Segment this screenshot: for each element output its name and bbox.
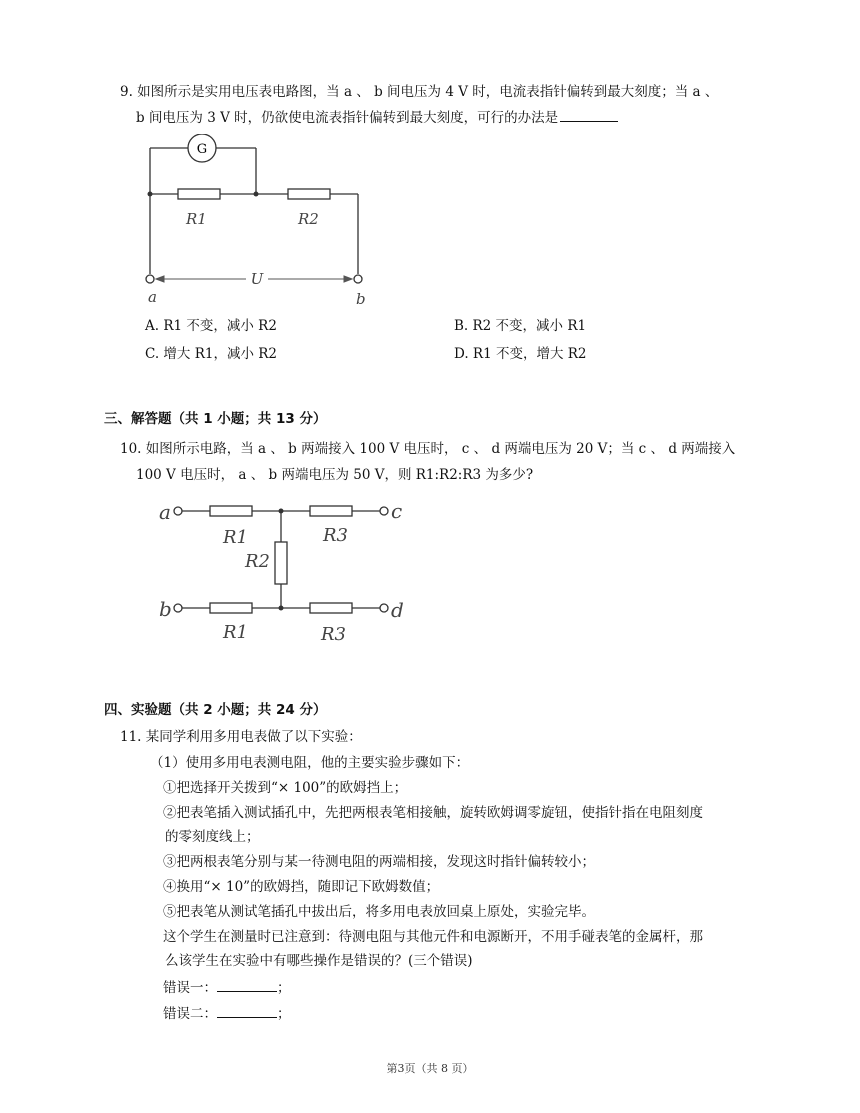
q10-line2: 100 V 电压时， a 、 b 两端电压为 50 V，则 R1:R2:R3 为多少? xyxy=(136,467,534,483)
label-r2: R2 xyxy=(298,210,319,228)
q11-step2b: 的零刻度线上； xyxy=(165,829,260,845)
terminal-a xyxy=(146,275,154,283)
q9-circuit-diagram xyxy=(138,134,378,309)
resistor-r1-top xyxy=(210,506,252,516)
q11-error2-blank[interactable] xyxy=(217,1003,277,1018)
resistor-r3-top xyxy=(310,506,352,516)
q11-step3: ③把两根表笔分别与某一待测电阻的两端相接，发现这时指针偏转较小； xyxy=(163,854,595,870)
label-u: U xyxy=(250,270,264,288)
label-a: a xyxy=(159,500,171,524)
q9-answer-blank[interactable] xyxy=(560,107,618,122)
label-r2: R2 xyxy=(245,551,271,572)
section-4-heading: 四、实验题（共 2 小题；共 24 分） xyxy=(104,702,327,718)
q11-error1-label: 错误一： xyxy=(163,980,217,996)
label-r1-top: R1 xyxy=(223,527,249,548)
junction-dot xyxy=(254,192,259,197)
resistor-r2 xyxy=(275,542,287,584)
junction-dot xyxy=(148,192,153,197)
label-r3-top: R3 xyxy=(323,525,349,546)
q11-note2: 么该学生在实验中有哪些操作是错误的？(三个错误) xyxy=(165,953,473,969)
label-c: c xyxy=(391,499,403,523)
q9-line1: 9. 如图所示是实用电压表电路图，当 a 、 b 间电压为 4 V 时，电流表指针偏转到最大刻度；当 a 、 xyxy=(120,84,719,100)
q11-step5: ⑤把表笔从测试笔插孔中拔出后，将多用电表放回桌上原处，实验完毕。 xyxy=(163,904,595,920)
label-b: b xyxy=(356,290,366,308)
terminal-b xyxy=(354,275,362,283)
q9-option-a[interactable]: A. R1 不变，减小 R2 xyxy=(145,318,277,334)
terminal-d xyxy=(380,604,388,612)
q9-option-d[interactable]: D. R1 不变，增大 R2 xyxy=(454,346,587,362)
q11-error2-label: 错误二： xyxy=(163,1006,217,1022)
resistor-r1 xyxy=(178,189,220,199)
galvanometer-label: G xyxy=(196,142,208,157)
q11-step2a: ②把表笔插入测试插孔中，先把两根表笔相接触，旋转欧姆调零旋钮，使指针指在电阻刻度 xyxy=(163,805,703,821)
page-footer: 第3页（共 8 页） xyxy=(386,1062,474,1075)
q11-step1: ①把选择开关拨到“× 100”的欧姆挡上； xyxy=(163,780,408,796)
q11-note1: 这个学生在测量时已注意到：待测电阻与其他元件和电源断开，不用手碰表笔的金属杆，那 xyxy=(163,929,703,945)
q11-part1: （1）使用多用电表测电阻，他的主要实验步骤如下： xyxy=(150,755,470,771)
label-r3-bottom: R3 xyxy=(321,624,347,645)
terminal-a xyxy=(174,507,182,515)
q11-error1-blank[interactable] xyxy=(217,977,277,992)
q11-error2-semicolon: ； xyxy=(277,1006,291,1022)
q10-line1: 10. 如图所示电路，当 a 、 b 两端接入 100 V 电压时， c 、 d 两端电压为 20 V；当 c 、 d 两端接入 xyxy=(120,441,736,457)
q11-error1-semicolon: ； xyxy=(277,980,291,996)
label-r1-bottom: R1 xyxy=(223,622,249,643)
terminal-b xyxy=(174,604,182,612)
q11-intro: 11. 某同学利用多用电表做了以下实验： xyxy=(120,729,362,745)
q9-option-b[interactable]: B. R2 不变，减小 R1 xyxy=(454,318,587,334)
q10-circuit-diagram xyxy=(155,495,415,655)
q9-option-c[interactable]: C. 增大 R1，减小 R2 xyxy=(145,346,278,362)
q9-line2-text: b 间电压为 3 V 时，仍欲使电流表指针偏转到最大刻度，可行的办法是 xyxy=(136,110,559,126)
section-3-heading: 三、解答题（共 1 小题；共 13 分） xyxy=(104,411,327,427)
resistor-r3-bottom xyxy=(310,603,352,613)
label-a: a xyxy=(148,288,157,306)
q11-error2 xyxy=(163,1003,291,1024)
label-b: b xyxy=(159,597,172,621)
terminal-c xyxy=(380,507,388,515)
label-d: d xyxy=(391,598,404,622)
resistor-r2 xyxy=(288,189,330,199)
junction-dot xyxy=(279,606,284,611)
q11-step4: ④换用“× 10”的欧姆挡，随即记下欧姆数值； xyxy=(163,879,440,895)
junction-dot xyxy=(279,509,284,514)
q11-error1 xyxy=(163,977,291,998)
label-r1: R1 xyxy=(186,210,207,228)
resistor-r1-bottom xyxy=(210,603,252,613)
q9-line2 xyxy=(136,107,618,128)
